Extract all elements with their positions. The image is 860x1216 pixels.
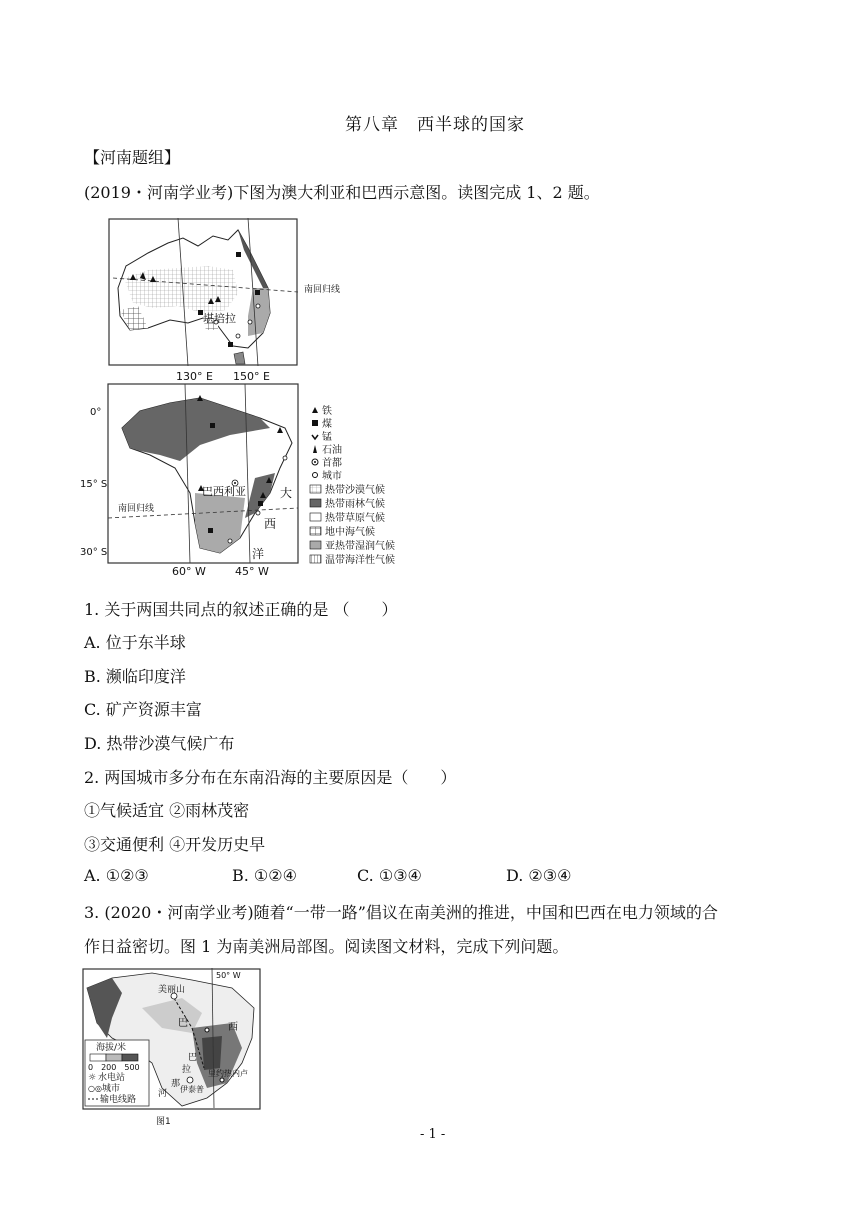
legend-city: 城市	[322, 471, 342, 482]
question-group-heading: 【河南题组】	[84, 148, 181, 167]
city-marker-icon: ○◎	[88, 1084, 102, 1093]
south-america-map	[82, 968, 262, 1128]
q2-option-c[interactable]: C. ①③④	[357, 866, 422, 885]
fig1-legend-title: 海拔/米	[96, 1043, 127, 1053]
legend-manganese: 锰	[322, 432, 332, 443]
tropic-label: 南回归线	[304, 285, 341, 295]
legend-subtropical: 亚热带湿润气候	[325, 541, 395, 552]
lon-60-label: 60° W	[172, 565, 206, 578]
fig1-parana-char-2: 拉	[182, 1065, 192, 1075]
legend-iron: 铁	[322, 406, 332, 417]
oil-icon	[313, 445, 317, 453]
lon-150-label: 150° E	[233, 370, 270, 383]
ocean-char-2: 西	[264, 517, 277, 531]
fig1-legend-city: 城市	[102, 1084, 121, 1094]
fig1-parana-char-1: 巴	[188, 1053, 198, 1063]
fig1-brazil-char-1: 巴	[178, 1018, 188, 1029]
fig1-lon-label: 50° W	[216, 971, 241, 980]
q2-stem: 2. 两国城市多分布在东南沿海的主要原因是（ ）	[84, 768, 457, 787]
q1-option-c[interactable]: C. 矿产资源丰富	[84, 700, 202, 719]
city-icon	[313, 473, 318, 478]
lon-45-label: 45° W	[235, 565, 269, 578]
fig1-brazil-char-2: 西	[228, 1022, 238, 1033]
australia-map	[108, 218, 408, 383]
iron-icon	[312, 407, 318, 413]
q1-stem: 1. 关于两国共同点的叙述正确的是 （ ）	[84, 600, 398, 619]
lat-0-label: 0°	[90, 407, 102, 418]
intro-text: (2019・河南学业考)下图为澳大利亚和巴西示意图。读图完成 1、2 题。	[84, 183, 600, 202]
q2-option-a[interactable]: A. ①②③	[84, 866, 149, 885]
manganese-icon	[312, 435, 318, 439]
q1-option-d[interactable]: D. 热带沙漠气候广布	[84, 734, 235, 753]
ocean-char-1: 大	[280, 486, 293, 500]
q2-statements-1: ①气候适宜 ②雨林茂密	[84, 801, 250, 820]
lat-15-label: 15° S	[80, 479, 108, 490]
fig1-parana-char-3: 那	[171, 1079, 181, 1089]
fig1-mountain-label: 美丽山	[158, 985, 186, 995]
fig1-legend-scale: 0 200 500	[88, 1063, 140, 1072]
brazil-map	[80, 383, 420, 578]
q2-option-b[interactable]: B. ①②④	[232, 866, 297, 885]
legend-mediterranean: 地中海气候	[325, 527, 375, 538]
q1-option-a[interactable]: A. 位于东半球	[84, 633, 186, 652]
page-number: - 1 -	[420, 1127, 446, 1142]
fig1-legend	[85, 1040, 149, 1106]
q2-option-d[interactable]: D. ②③④	[506, 866, 572, 885]
sun-icon: ☼	[88, 1073, 97, 1083]
legend-capital: 首都	[322, 458, 342, 469]
legend-coal: 煤	[322, 419, 332, 430]
climate-legend	[310, 404, 395, 566]
canberra-label: 堪培拉	[203, 312, 236, 325]
fig1-rio-label: 里约热内卢	[208, 1069, 248, 1078]
legend-desert: 热带沙漠气候	[325, 485, 385, 496]
ocean-char-3: 洋	[252, 547, 265, 561]
hydro-station-icon-2	[187, 1077, 193, 1083]
legend-oil: 石油	[322, 445, 342, 456]
coal-icon	[312, 420, 318, 426]
q1-option-b[interactable]: B. 濒临印度洋	[84, 667, 186, 686]
q2-statements-2: ③交通便利 ④开发历史早	[84, 835, 266, 854]
fig1-caption: 图1	[156, 1117, 171, 1127]
legend-oceanic: 温带海洋性气候	[325, 555, 395, 566]
fig1-river-char: 河	[158, 1089, 168, 1099]
brasilia-label: 巴西利亚	[202, 485, 246, 498]
lon-130-label: 130° E	[176, 370, 213, 383]
tropic-label-2: 南回归线	[118, 504, 155, 514]
fig1-legend-line: 输电线路	[100, 1095, 137, 1105]
lat-30-label: 30° S	[80, 547, 108, 558]
q3-line-1: 3. (2020・河南学业考)随着“一带一路”倡议在南美洲的推进，中国和巴西在电力领域的合	[84, 903, 718, 922]
chapter-title: 第八章 西半球的国家	[345, 115, 525, 135]
legend-savanna: 热带草原气候	[325, 513, 385, 524]
q3-line-2: 作日益密切。图 1 为南美洲局部图。阅读图文材料，完成下列问题。	[84, 937, 569, 956]
fig1-itaipu-label: 伊泰普	[180, 1085, 204, 1094]
fig1-legend-hydro: 水电站	[98, 1073, 126, 1083]
legend-rainforest: 热带雨林气候	[325, 499, 385, 510]
